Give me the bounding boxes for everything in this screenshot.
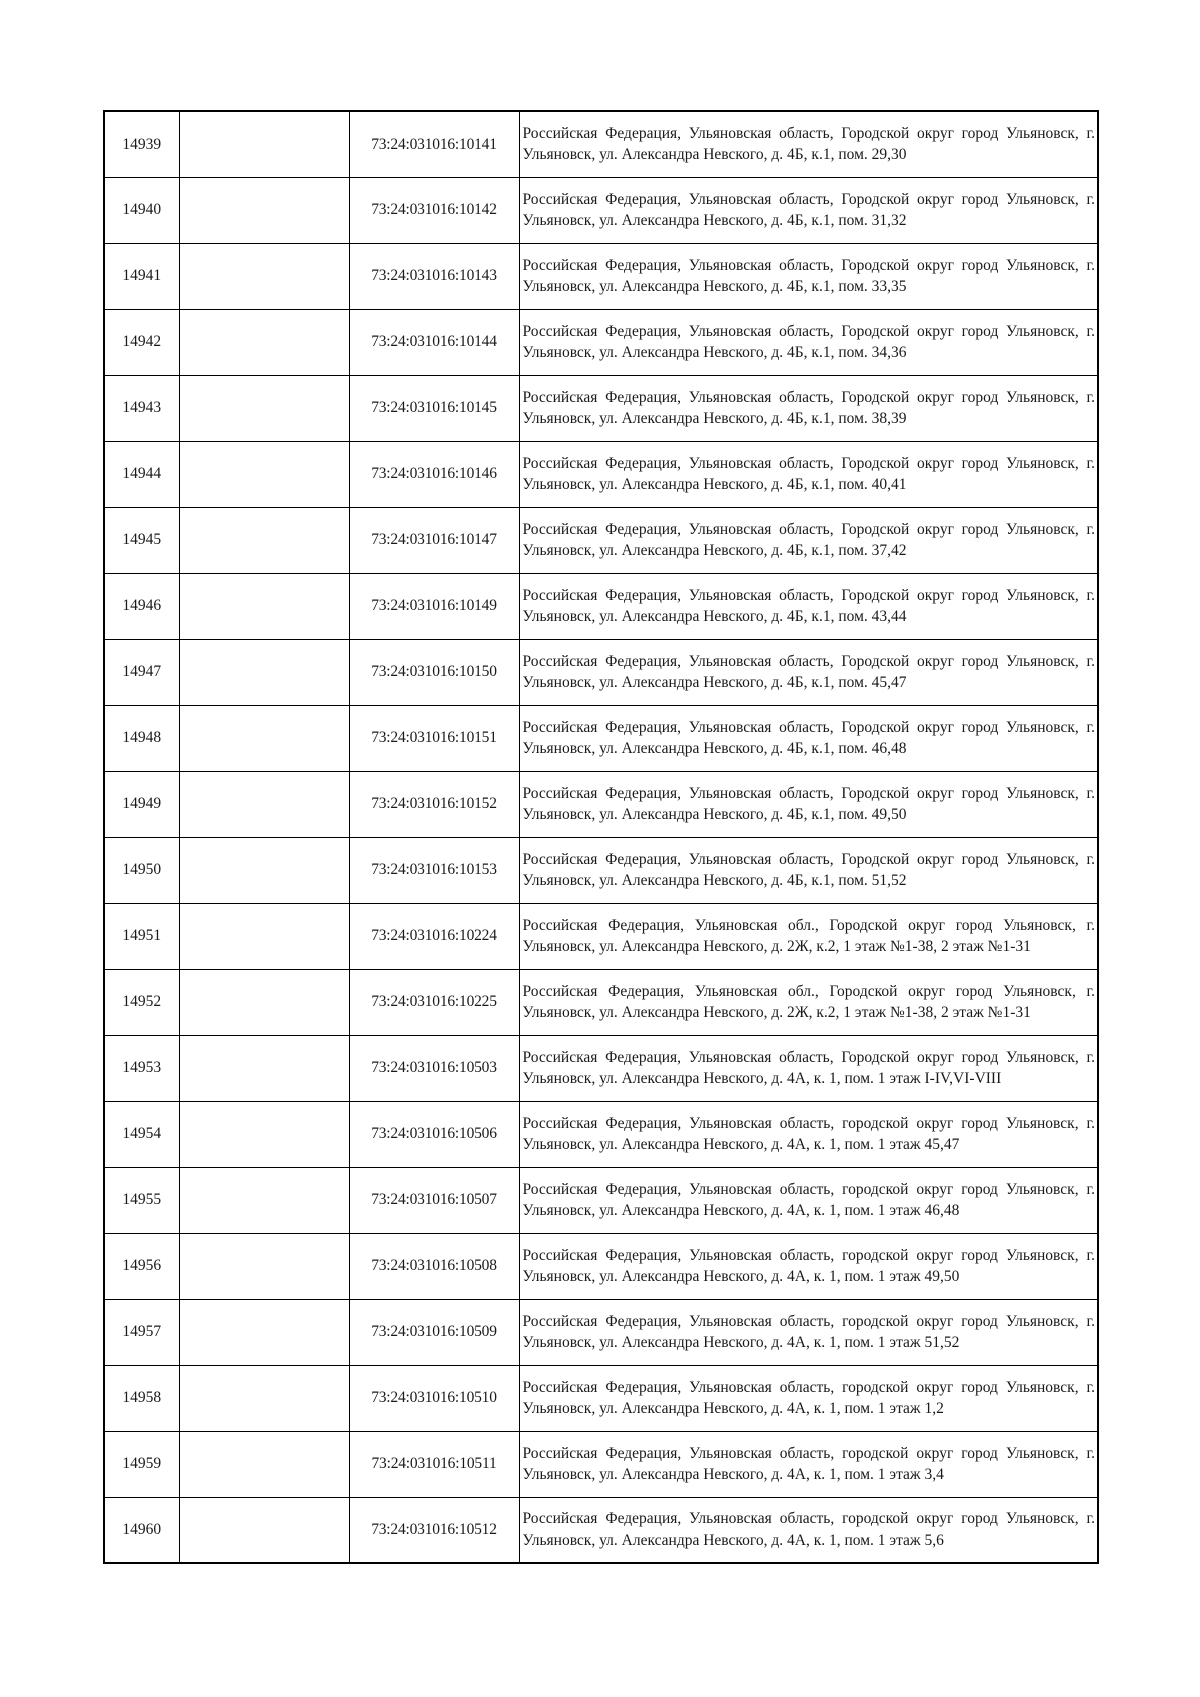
cadastral-number-cell: 73:24:031016:10506 [349,1101,519,1167]
row-number-cell: 14945 [104,507,179,573]
table-row [104,1365,1098,1431]
empty-cell [179,243,349,309]
row-number-cell: 14950 [104,837,179,903]
table-row [104,1431,1098,1497]
cadastral-number-cell: 73:24:031016:10145 [349,375,519,441]
empty-cell [179,309,349,375]
row-number-cell: 14956 [104,1233,179,1299]
cadastral-number-cell: 73:24:031016:10153 [349,837,519,903]
row-number-cell: 14955 [104,1167,179,1233]
empty-cell [179,705,349,771]
table-row [104,639,1098,705]
address-cell: Российская Федерация, Ульяновская область, Городской округ город Ульяновск, г. Ульяновск, ул. Александра Невского, д. 4Б, к.1, пом. 37,42 [519,507,1098,573]
address-cell: Российская Федерация, Ульяновская область, городской округ город Ульяновск, г. Ульяновск, ул. Александра Невского, д. 4А, к. 1, пом. 1 этаж 1,2 [519,1365,1098,1431]
empty-cell [179,441,349,507]
empty-cell [179,1233,349,1299]
empty-cell [179,1167,349,1233]
empty-cell [179,177,349,243]
table-row [104,309,1098,375]
row-number-cell: 14949 [104,771,179,837]
cadastral-number-cell: 73:24:031016:10147 [349,507,519,573]
cadastral-number-cell: 73:24:031016:10141 [349,111,519,177]
table-row [104,837,1098,903]
cadastral-number-cell: 73:24:031016:10508 [349,1233,519,1299]
row-number-cell: 14942 [104,309,179,375]
address-cell: Российская Федерация, Ульяновская область, городской округ город Ульяновск, г. Ульяновск, ул. Александра Невского, д. 4А, к. 1, пом. 1 этаж 46,48 [519,1167,1098,1233]
address-cell: Российская Федерация, Ульяновская область, Городской округ город Ульяновск, г. Ульяновск, ул. Александра Невского, д. 4Б, к.1, пом. 38,39 [519,375,1098,441]
address-cell: Российская Федерация, Ульяновская область, Городской округ город Ульяновск, г. Ульяновск, ул. Александра Невского, д. 4Б, к.1, пом. 34,36 [519,309,1098,375]
address-cell: Российская Федерация, Ульяновская область, Городской округ город Ульяновск, г. Ульяновск, ул. Александра Невского, д. 4Б, к.1, пом. 33,35 [519,243,1098,309]
table-row [104,507,1098,573]
table-row [104,243,1098,309]
empty-cell [179,1365,349,1431]
table-row [104,969,1098,1035]
cadastral-number-cell: 73:24:031016:10510 [349,1365,519,1431]
address-cell: Российская Федерация, Ульяновская область, городской округ город Ульяновск, г. Ульяновск, ул. Александра Невского, д. 4А, к. 1, пом. 1 этаж 5,6 [519,1497,1098,1563]
table-row [104,177,1098,243]
empty-cell [179,1299,349,1365]
address-cell: Российская Федерация, Ульяновская область, Городской округ город Ульяновск, г. Ульяновск, ул. Александра Невского, д. 4Б, к.1, пом. 49,50 [519,771,1098,837]
address-cell: Российская Федерация, Ульяновская область, городской округ город Ульяновск, г. Ульяновск, ул. Александра Невского, д. 4А, к. 1, пом. 1 этаж 45,47 [519,1101,1098,1167]
empty-cell [179,837,349,903]
empty-cell [179,969,349,1035]
address-cell: Российская Федерация, Ульяновская обл., Городской округ город Ульяновск, г. Ульяновск, ул. Александра Невского, д. 2Ж, к.2, 1 этаж №1-38, 2 этаж №1-31 [519,903,1098,969]
address-cell: Российская Федерация, Ульяновская область, Городской округ город Ульяновск, г. Ульяновск, ул. Александра Невского, д. 4Б, к.1, пом. 31,32 [519,177,1098,243]
table-row [104,111,1098,177]
table-row [104,441,1098,507]
address-cell: Российская Федерация, Ульяновская область, Городской округ город Ульяновск, г. Ульяновск, ул. Александра Невского, д. 4Б, к.1, пом. 46,48 [519,705,1098,771]
row-number-cell: 14959 [104,1431,179,1497]
empty-cell [179,1431,349,1497]
row-number-cell: 14946 [104,573,179,639]
empty-cell [179,375,349,441]
row-number-cell: 14953 [104,1035,179,1101]
table-row [104,375,1098,441]
table-row [104,705,1098,771]
empty-cell [179,771,349,837]
cadastral-number-cell: 73:24:031016:10143 [349,243,519,309]
cadastral-number-cell: 73:24:031016:10146 [349,441,519,507]
cadastral-number-cell: 73:24:031016:10507 [349,1167,519,1233]
table-row [104,1101,1098,1167]
empty-cell [179,639,349,705]
table-row [104,1299,1098,1365]
empty-cell [179,1035,349,1101]
property-registry-table [103,110,1099,1564]
table-row [104,1497,1098,1563]
table-row [104,1167,1098,1233]
address-cell: Российская Федерация, Ульяновская область, Городской округ город Ульяновск, г. Ульяновск, ул. Александра Невского, д. 4Б, к.1, пом. 40,41 [519,441,1098,507]
cadastral-number-cell: 73:24:031016:10149 [349,573,519,639]
address-cell: Российская Федерация, Ульяновская область, Городской округ город Ульяновск, г. Ульяновск, ул. Александра Невского, д. 4Б, к.1, пом. 43,44 [519,573,1098,639]
row-number-cell: 14943 [104,375,179,441]
row-number-cell: 14958 [104,1365,179,1431]
table-row [104,1035,1098,1101]
empty-cell [179,1497,349,1563]
row-number-cell: 14940 [104,177,179,243]
cadastral-number-cell: 73:24:031016:10512 [349,1497,519,1563]
registry-table-body [104,111,1098,1563]
cadastral-number-cell: 73:24:031016:10142 [349,177,519,243]
row-number-cell: 14947 [104,639,179,705]
address-cell: Российская Федерация, Ульяновская область, Городской округ город Ульяновск, г. Ульяновск, ул. Александра Невского, д. 4Б, к.1, пом. 45,47 [519,639,1098,705]
table-row [104,771,1098,837]
table-row [104,573,1098,639]
row-number-cell: 14957 [104,1299,179,1365]
address-cell: Российская Федерация, Ульяновская область, Городской округ город Ульяновск, г. Ульяновск, ул. Александра Невского, д. 4Б, к.1, пом. 51,52 [519,837,1098,903]
cadastral-number-cell: 73:24:031016:10151 [349,705,519,771]
cadastral-number-cell: 73:24:031016:10511 [349,1431,519,1497]
empty-cell [179,1101,349,1167]
empty-cell [179,507,349,573]
row-number-cell: 14944 [104,441,179,507]
cadastral-number-cell: 73:24:031016:10150 [349,639,519,705]
row-number-cell: 14952 [104,969,179,1035]
cadastral-number-cell: 73:24:031016:10224 [349,903,519,969]
cadastral-number-cell: 73:24:031016:10144 [349,309,519,375]
row-number-cell: 14954 [104,1101,179,1167]
row-number-cell: 14941 [104,243,179,309]
empty-cell [179,903,349,969]
row-number-cell: 14939 [104,111,179,177]
address-cell: Российская Федерация, Ульяновская область, городской округ город Ульяновск, г. Ульяновск, ул. Александра Невского, д. 4А, к. 1, пом. 1 этаж 3,4 [519,1431,1098,1497]
cadastral-number-cell: 73:24:031016:10503 [349,1035,519,1101]
cadastral-number-cell: 73:24:031016:10225 [349,969,519,1035]
row-number-cell: 14951 [104,903,179,969]
address-cell: Российская Федерация, Ульяновская обл., Городской округ город Ульяновск, г. Ульяновск, ул. Александра Невского, д. 2Ж, к.2, 1 этаж №1-38, 2 этаж №1-31 [519,969,1098,1035]
table-row [104,1233,1098,1299]
cadastral-number-cell: 73:24:031016:10152 [349,771,519,837]
address-cell: Российская Федерация, Ульяновская область, Городской округ город Ульяновск, г. Ульяновск, ул. Александра Невского, д. 4Б, к.1, пом. 29,30 [519,111,1098,177]
cadastral-number-cell: 73:24:031016:10509 [349,1299,519,1365]
empty-cell [179,111,349,177]
table-row [104,903,1098,969]
row-number-cell: 14948 [104,705,179,771]
empty-cell [179,573,349,639]
address-cell: Российская Федерация, Ульяновская область, городской округ город Ульяновск, г. Ульяновск, ул. Александра Невского, д. 4А, к. 1, пом. 1 этаж 49,50 [519,1233,1098,1299]
address-cell: Российская Федерация, Ульяновская область, городской округ город Ульяновск, г. Ульяновск, ул. Александра Невского, д. 4А, к. 1, пом. 1 этаж 51,52 [519,1299,1098,1365]
address-cell: Российская Федерация, Ульяновская область, Городской округ город Ульяновск, г. Ульяновск, ул. Александра Невского, д. 4А, к. 1, пом. 1 этаж I-IV,VI-VIII [519,1035,1098,1101]
row-number-cell: 14960 [104,1497,179,1563]
